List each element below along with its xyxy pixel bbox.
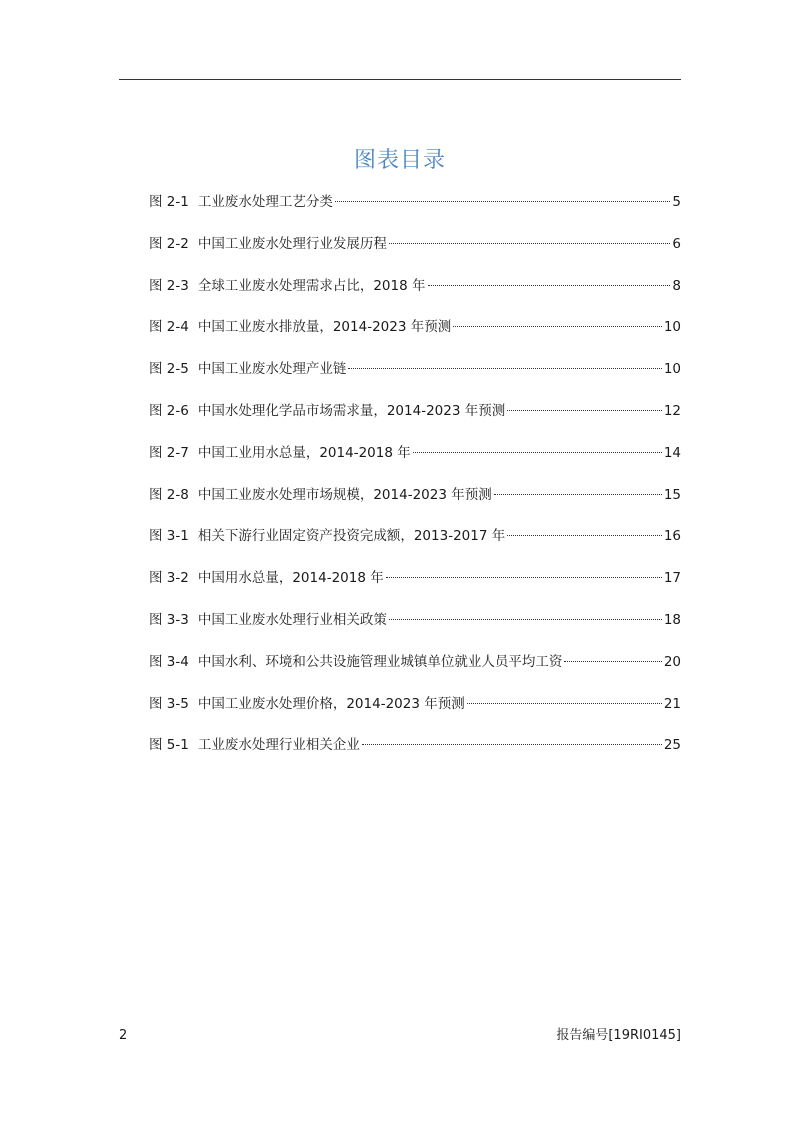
toc-dot-leader [453, 326, 662, 327]
toc-entry-caption: 中国工业废水处理行业相关政策 [197, 611, 387, 628]
toc-entry-page: 16 [663, 528, 681, 545]
toc-entry-page: 14 [663, 444, 681, 461]
toc-entry-label: 图 2-2 [149, 235, 189, 252]
toc-entry-caption: 中国用水总量，2014-2018 年 [197, 570, 384, 587]
toc-entry-caption: 工业废水处理工艺分类 [197, 194, 333, 210]
toc-entry-label: 图 3-1 [149, 528, 189, 545]
toc-dot-leader [362, 744, 662, 745]
toc-dot-leader [428, 285, 671, 286]
toc-entry-page: 18 [663, 611, 681, 628]
toc-dot-leader [564, 661, 661, 662]
toc-dot-leader [389, 619, 662, 620]
footer-page-number: 2 [119, 1028, 128, 1043]
toc-entry[interactable] [149, 650, 681, 692]
toc-entry-label: 图 2-3 [149, 277, 189, 294]
toc-entry-label: 图 3-3 [149, 611, 189, 628]
toc-dot-leader [494, 494, 662, 495]
toc-entry-label: 图 5-1 [149, 737, 189, 754]
toc-dot-leader [413, 452, 662, 453]
toc-entry-label: 图 3-4 [149, 653, 189, 670]
toc-entry[interactable] [149, 524, 681, 566]
toc-entry[interactable] [149, 315, 681, 357]
toc-entry[interactable] [149, 483, 681, 525]
toc-entry-page: 25 [663, 737, 681, 754]
toc-entry-page: 21 [663, 695, 681, 712]
toc-entry-caption: 中国水利、环境和公共设施管理业城镇单位就业人员平均工资 [197, 653, 563, 670]
toc-entry-page: 5 [672, 194, 681, 210]
toc-list [149, 190, 681, 775]
toc-entry-page: 10 [663, 319, 681, 336]
toc-entry-caption: 中国工业用水总量，2014-2018 年 [197, 444, 411, 461]
toc-entry[interactable] [149, 608, 681, 650]
toc-entry-label: 图 3-2 [149, 570, 189, 587]
toc-entry-caption: 全球工业废水处理需求占比，2018 年 [197, 277, 426, 294]
toc-dot-leader [507, 535, 662, 536]
toc-entry-caption: 中国工业废水处理行业发展历程 [197, 235, 387, 252]
toc-entry-page: 8 [672, 277, 681, 294]
toc-entry-label: 图 2-8 [149, 486, 189, 503]
toc-entry-page: 12 [663, 402, 681, 419]
toc-entry-label: 图 2-4 [149, 319, 189, 336]
toc-entry-page: 17 [663, 570, 681, 587]
toc-entry-caption: 中国工业废水处理市场规模，2014-2023 年预测 [197, 486, 492, 503]
toc-dot-leader [389, 243, 671, 244]
toc-entry-label: 图 2-1 [149, 194, 189, 210]
toc-entry[interactable] [149, 733, 681, 775]
toc-entry-caption: 中国工业废水排放量，2014-2023 年预测 [197, 319, 452, 336]
toc-entry-caption: 相关下游行业固定资产投资完成额，2013-2017 年 [197, 528, 506, 545]
toc-dot-leader [507, 410, 662, 411]
toc-entry-page: 10 [663, 361, 681, 378]
toc-entry-page: 15 [663, 486, 681, 503]
toc-entry[interactable] [149, 399, 681, 441]
toc-dot-leader [386, 577, 662, 578]
toc-dot-leader [335, 201, 671, 202]
toc-entry-caption: 工业废水处理行业相关企业 [197, 737, 360, 754]
footer-report-id: 报告编号[19RI0145] [556, 1028, 681, 1043]
toc-entry-page: 20 [663, 653, 681, 670]
toc-entry[interactable] [149, 357, 681, 399]
toc-dot-leader [467, 703, 662, 704]
toc-entry[interactable] [149, 232, 681, 274]
toc-entry-label: 图 2-5 [149, 361, 189, 378]
toc-entry[interactable] [149, 441, 681, 483]
toc-entry[interactable] [149, 566, 681, 608]
toc-entry-page: 6 [672, 235, 681, 252]
toc-entry-caption: 中国水处理化学品市场需求量，2014-2023 年预测 [197, 402, 506, 419]
toc-entry[interactable] [149, 274, 681, 316]
toc-entry-label: 图 2-6 [149, 402, 189, 419]
toc-entry-label: 图 2-7 [149, 444, 189, 461]
toc-entry-caption: 中国工业废水处理价格，2014-2023 年预测 [197, 695, 465, 712]
toc-dot-leader [348, 368, 661, 369]
header-rule [119, 79, 681, 80]
toc-entry-caption: 中国工业废水处理产业链 [197, 361, 347, 378]
toc-entry[interactable] [149, 692, 681, 734]
toc-entry[interactable] [149, 190, 681, 232]
toc-title: 图表目录 [353, 148, 446, 173]
toc-entry-label: 图 3-5 [149, 695, 189, 712]
